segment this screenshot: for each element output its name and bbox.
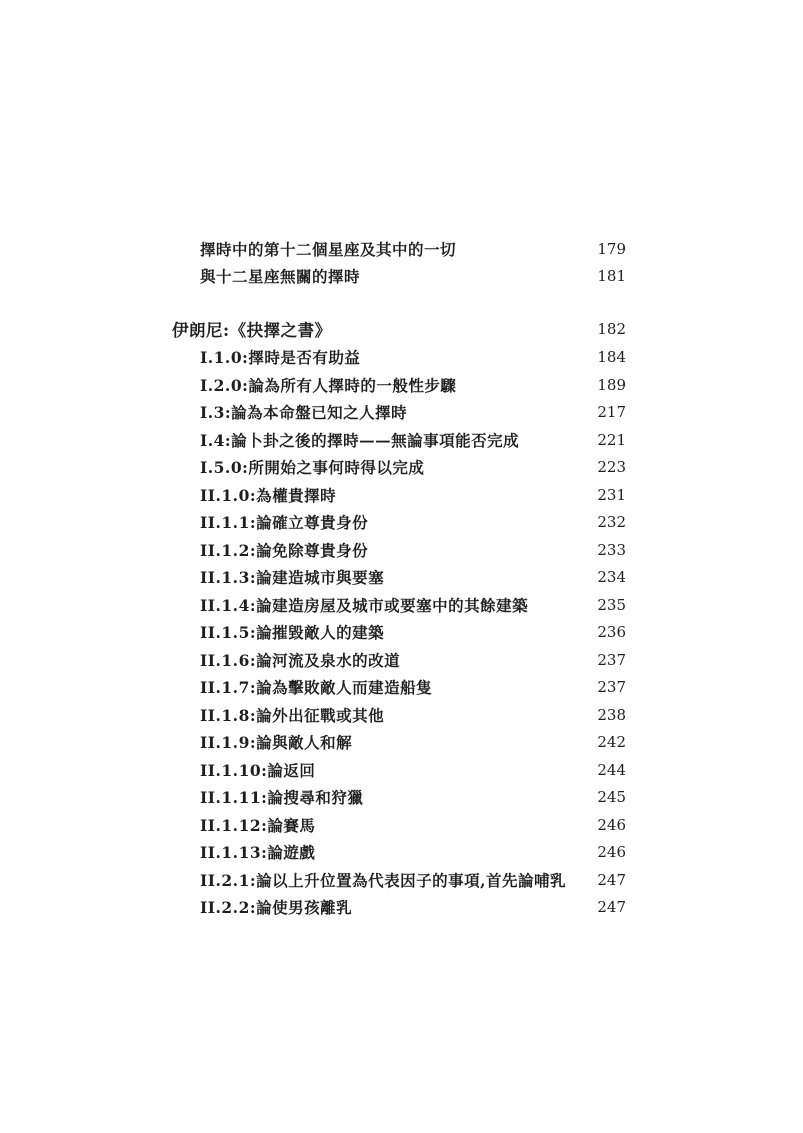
toc-entry-title: II.1.8:論外出征戰或其他 xyxy=(200,705,385,725)
toc-entry-title: II.2.2:論使男孩離乳 xyxy=(200,898,353,918)
toc-entry-page-number: 246 xyxy=(597,815,626,834)
toc-entry-page-number: 247 xyxy=(597,870,626,889)
toc-entry xyxy=(172,839,626,867)
toc-entry-page-number: 237 xyxy=(597,678,626,697)
toc-section-header xyxy=(172,315,626,344)
toc-entry-title: II.1.12:論賽馬 xyxy=(200,815,316,835)
toc-entry xyxy=(172,866,626,894)
toc-entry xyxy=(172,894,626,922)
toc-entry xyxy=(172,619,626,647)
toc-entry-page-number: 231 xyxy=(597,485,626,504)
toc-entry-page-number: 245 xyxy=(597,788,626,807)
toc-entry-title: II.2.1:論以上升位置為代表因子的事項,首先論哺乳 xyxy=(200,870,566,890)
toc-entry-title: II.1.10:論返回 xyxy=(200,760,316,780)
toc-entry-page-number: 236 xyxy=(597,623,626,642)
toc-entry-title: I.4:論卜卦之後的擇時——無論事項能否完成 xyxy=(200,430,520,450)
toc-entry xyxy=(172,454,626,482)
toc-entry-page-number: 234 xyxy=(597,568,626,587)
toc-entry-title: 擇時中的第十二個星座及其中的一切 xyxy=(200,239,457,259)
toc-leading-entries xyxy=(172,235,626,290)
toc-entry-title: II.1.13:論遊戲 xyxy=(200,843,316,863)
toc-entry-title: I.3:論為本命盤已知之人擇時 xyxy=(200,403,408,423)
toc-entry-title: II.1.6:論河流及泉水的改道 xyxy=(200,650,401,670)
toc-entry-page-number: 237 xyxy=(597,650,626,669)
toc-entry xyxy=(172,536,626,564)
toc-entry xyxy=(172,646,626,674)
toc-entry-page-number: 247 xyxy=(597,898,626,917)
toc-entry-title: II.1.1:論確立尊貴身份 xyxy=(200,513,369,533)
toc-entry xyxy=(172,811,626,839)
toc-entry xyxy=(172,481,626,509)
toc-entry-title: I.5.0:所開始之事何時得以完成 xyxy=(200,458,425,478)
toc-entry xyxy=(172,426,626,454)
toc-entry-title: I.2.0:論為所有人擇時的一般性步驟 xyxy=(200,375,457,395)
toc-entry-title: II.1.5:論摧毀敵人的建築 xyxy=(200,623,385,643)
toc-entry-page-number: 238 xyxy=(597,705,626,724)
toc-entry-page-number: 181 xyxy=(597,267,626,286)
toc-entry-page-number: 244 xyxy=(597,760,626,779)
toc-entry-page-number: 235 xyxy=(597,595,626,614)
toc-entry xyxy=(172,263,626,291)
toc-entry xyxy=(172,399,626,427)
toc-entry-page-number: 242 xyxy=(597,733,626,752)
toc-entries xyxy=(172,344,626,922)
toc-section-page-number: 182 xyxy=(597,320,626,338)
toc-entry xyxy=(172,371,626,399)
toc-entry xyxy=(172,784,626,812)
toc-entry xyxy=(172,509,626,537)
toc-entry-page-number: 221 xyxy=(597,430,626,449)
table-of-contents xyxy=(172,235,626,921)
toc-entry-title: 與十二星座無關的擇時 xyxy=(200,267,361,287)
toc-entry-page-number: 189 xyxy=(597,375,626,394)
toc-entry-title: II.1.2:論免除尊貴身份 xyxy=(200,540,369,560)
toc-entry-title: II.1.3:論建造城市與要塞 xyxy=(200,568,385,588)
toc-entry-page-number: 179 xyxy=(597,239,626,258)
toc-entry-page-number: 233 xyxy=(597,540,626,559)
toc-entry xyxy=(172,701,626,729)
toc-entry-page-number: 246 xyxy=(597,843,626,862)
toc-entry-title: II.1.0:為權貴擇時 xyxy=(200,485,337,505)
toc-entry xyxy=(172,729,626,757)
toc-entry-title: II.1.11:論搜尋和狩獵 xyxy=(200,788,364,808)
toc-entry-title: II.1.4:論建造房屋及城市或要塞中的其餘建築 xyxy=(200,595,529,615)
toc-entry-title: II.1.7:論為擊敗敵人而建造船隻 xyxy=(200,678,433,698)
toc-entry-title: II.1.9:論與敵人和解 xyxy=(200,733,353,753)
toc-entry xyxy=(172,591,626,619)
toc-entry-title: I.1.0:擇時是否有助益 xyxy=(200,348,361,368)
toc-entry-page-number: 217 xyxy=(597,403,626,422)
toc-entry xyxy=(172,756,626,784)
toc-entry xyxy=(172,344,626,372)
toc-section-title: 伊朗尼:《抉擇之書》 xyxy=(172,321,332,340)
toc-entry-page-number: 232 xyxy=(597,513,626,532)
toc-entry-page-number: 223 xyxy=(597,458,626,477)
toc-entry xyxy=(172,235,626,263)
toc-entry xyxy=(172,674,626,702)
toc-entry xyxy=(172,564,626,592)
toc-entry-page-number: 184 xyxy=(597,348,626,367)
